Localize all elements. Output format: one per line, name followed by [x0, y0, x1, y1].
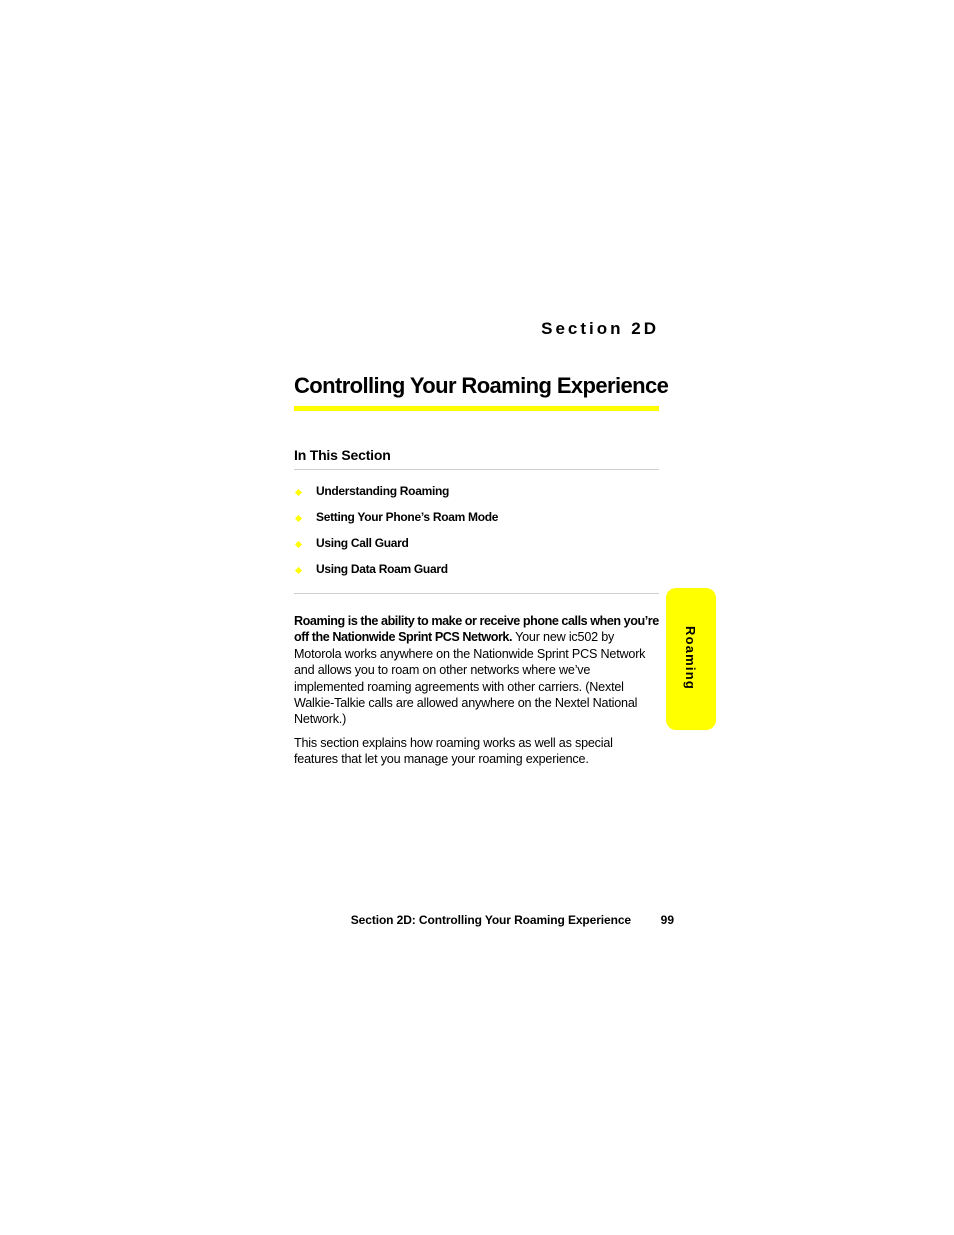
divider-bottom — [294, 593, 659, 594]
intro-lead-text: Roaming is the ability to make or receive phone calls when you’re off the Nationwide Sprint PCS Network. — [294, 614, 659, 645]
section-contents-list — [294, 481, 659, 585]
list-item-label: Setting Your Phone’s Roam Mode — [316, 510, 499, 524]
title-underline — [294, 406, 659, 411]
in-this-section-heading: In This Section — [294, 447, 391, 463]
footer-running-title: Section 2D: Controlling Your Roaming Experience — [350, 913, 631, 927]
diamond-bullet-icon — [295, 567, 302, 574]
intro-paragraph — [294, 613, 659, 728]
diamond-bullet-icon — [295, 489, 302, 496]
section-label: Section 2D — [541, 319, 659, 338]
page-number: 99 — [660, 913, 674, 927]
divider-top — [294, 469, 659, 470]
list-item-label: Using Data Roam Guard — [316, 562, 448, 576]
list-item-label: Understanding Roaming — [316, 484, 450, 498]
list-item — [294, 481, 659, 507]
diamond-bullet-icon — [295, 515, 302, 522]
side-tab-label: Roaming — [683, 625, 698, 690]
list-item — [294, 559, 659, 585]
list-item — [294, 533, 659, 559]
list-item-label: Using Call Guard — [316, 536, 409, 550]
list-item — [294, 507, 659, 533]
diamond-bullet-icon — [295, 541, 302, 548]
page-title: Controlling Your Roaming Experience — [294, 373, 669, 398]
intro-body-text: Your new ic502 by Motorola works anywhere on the Nationwide Sprint PCS Network and allows you to roam on other networks where we’ve implemented roaming agreements with other carriers. (Nextel Walkie-Talkie calls are allowed anywhere on the Nextel National Network.) — [294, 630, 646, 727]
explanation-paragraph: This section explains how roaming works as well as special features that let you manage your roaming experience. — [294, 736, 613, 767]
